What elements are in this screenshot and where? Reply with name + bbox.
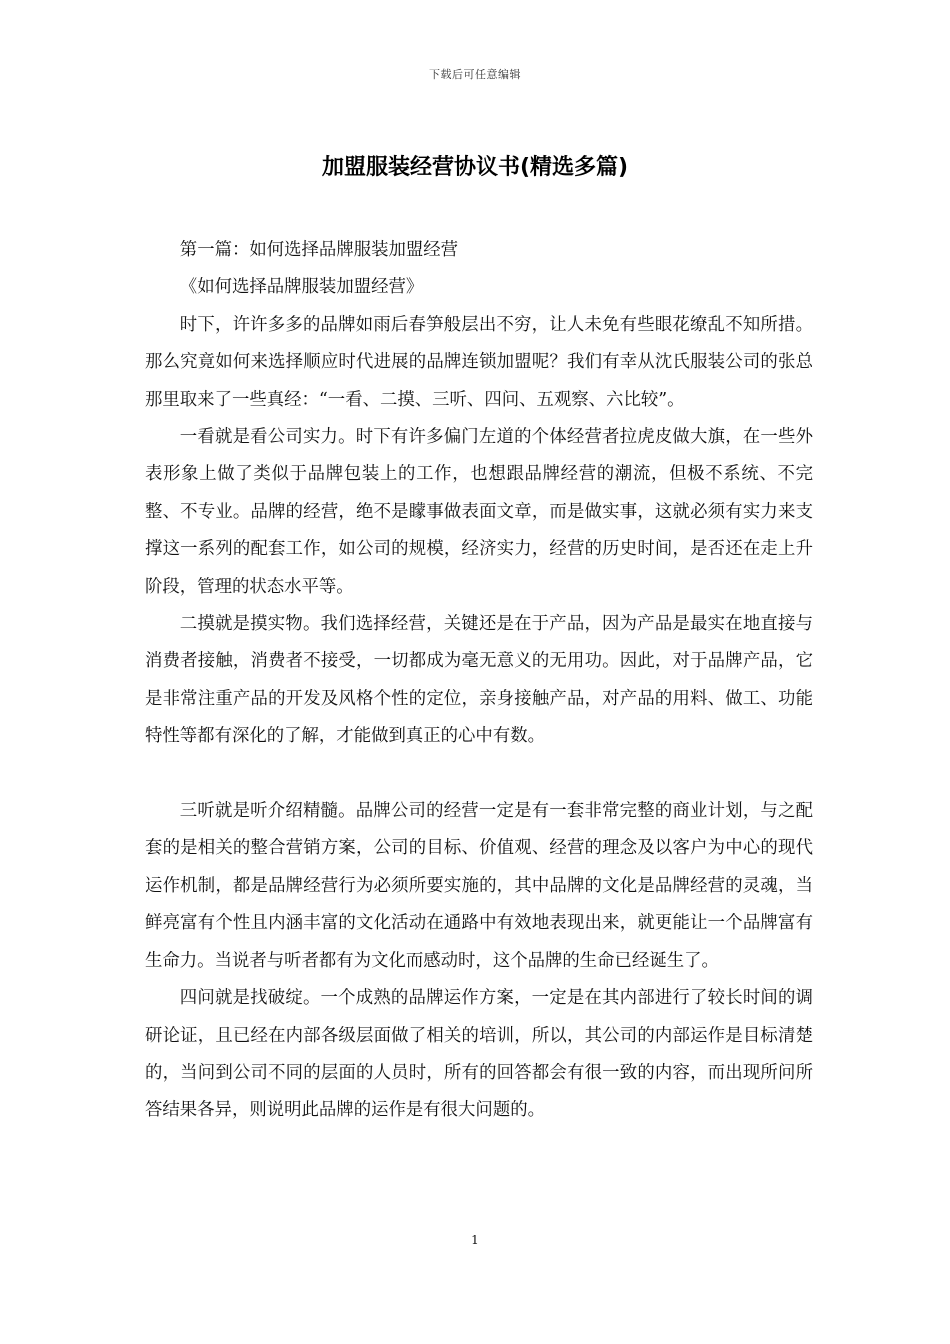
header-note: 下载后可任意编辑 bbox=[429, 68, 521, 81]
paragraph-intro: 时下，许许多多的品牌如雨后春笋般层出不穷，让人未免有些眼花缭乱不知所措。那么究竟如何来选择顺应时代进展的品牌连锁加盟呢？我们有幸从沈氏服装公司的张总那里取来了一些真经：“一看、二摸、三听、四问、五观察、六比较”。 bbox=[145, 314, 813, 410]
article-title: 《如何选择品牌服装加盟经营》 bbox=[179, 277, 424, 298]
paragraph-touch: 二摸就是摸实物。我们选择经营，关键还是在于产品，因为产品是最实在地直接与消费者接触，消费者不接受，一切都成为毫无意义的无用功。因此，对于品牌产品，它是非常注重产品的开发及风格个性的定位，亲身接触产品，对产品的用料、做工、功能特性等都有深化的了解，才能做到真正的心中有数。 bbox=[145, 614, 813, 747]
paragraph-look: 一看就是看公司实力。时下有许多偏门左道的个体经营者拉虎皮做大旗，在一些外表形象上做了类似于品牌包装上的工作，也想跟品牌经营的潮流，但极不系统、不完整、不专业。品牌的经营，绝不是矇事做表面文章，而是做实事，这就必须有实力来支撑这一系列的配套工作，如公司的规模，经济实力，经营的历史时间，是否还在走上升阶段，管理的状态水平等。 bbox=[145, 427, 813, 597]
page-number: 1 bbox=[471, 1233, 479, 1247]
paragraph-listen: 三听就是听介绍精髓。品牌公司的经营一定是有一套非常完整的商业计划，与之配套的是相关的整合营销方案，公司的目标、价值观、经营的理念及以客户为中心的现代运作机制，都是品牌经营行为必须所要实施的，其中品牌的文化是品牌经营的灵魂，当鲜亮富有个性且内涵丰富的文化活动在通路中有效地表现出来，就更能让一个品牌富有生命力。当说者与听者都有为文化而感动时，这个品牌的生命已经诞生了。 bbox=[145, 801, 813, 971]
section-heading: 第一篇：如何选择品牌服装加盟经营 bbox=[179, 240, 459, 260]
document-body bbox=[145, 232, 813, 1130]
paragraph-ask: 四问就是找破绽。一个成熟的品牌运作方案，一定是在其内部进行了较长时间的调研论证，且已经在内部各级层面做了相关的培训，所以，其公司的内部运作是目标清楚的，当问到公司不同的层面的人员时，所有的回答都会有很一致的内容，而出现所问所答结果各异，则说明此品牌的运作是有很大问题的。 bbox=[145, 988, 813, 1121]
document-title: 加盟服装经营协议书(精选多篇) bbox=[321, 155, 629, 180]
